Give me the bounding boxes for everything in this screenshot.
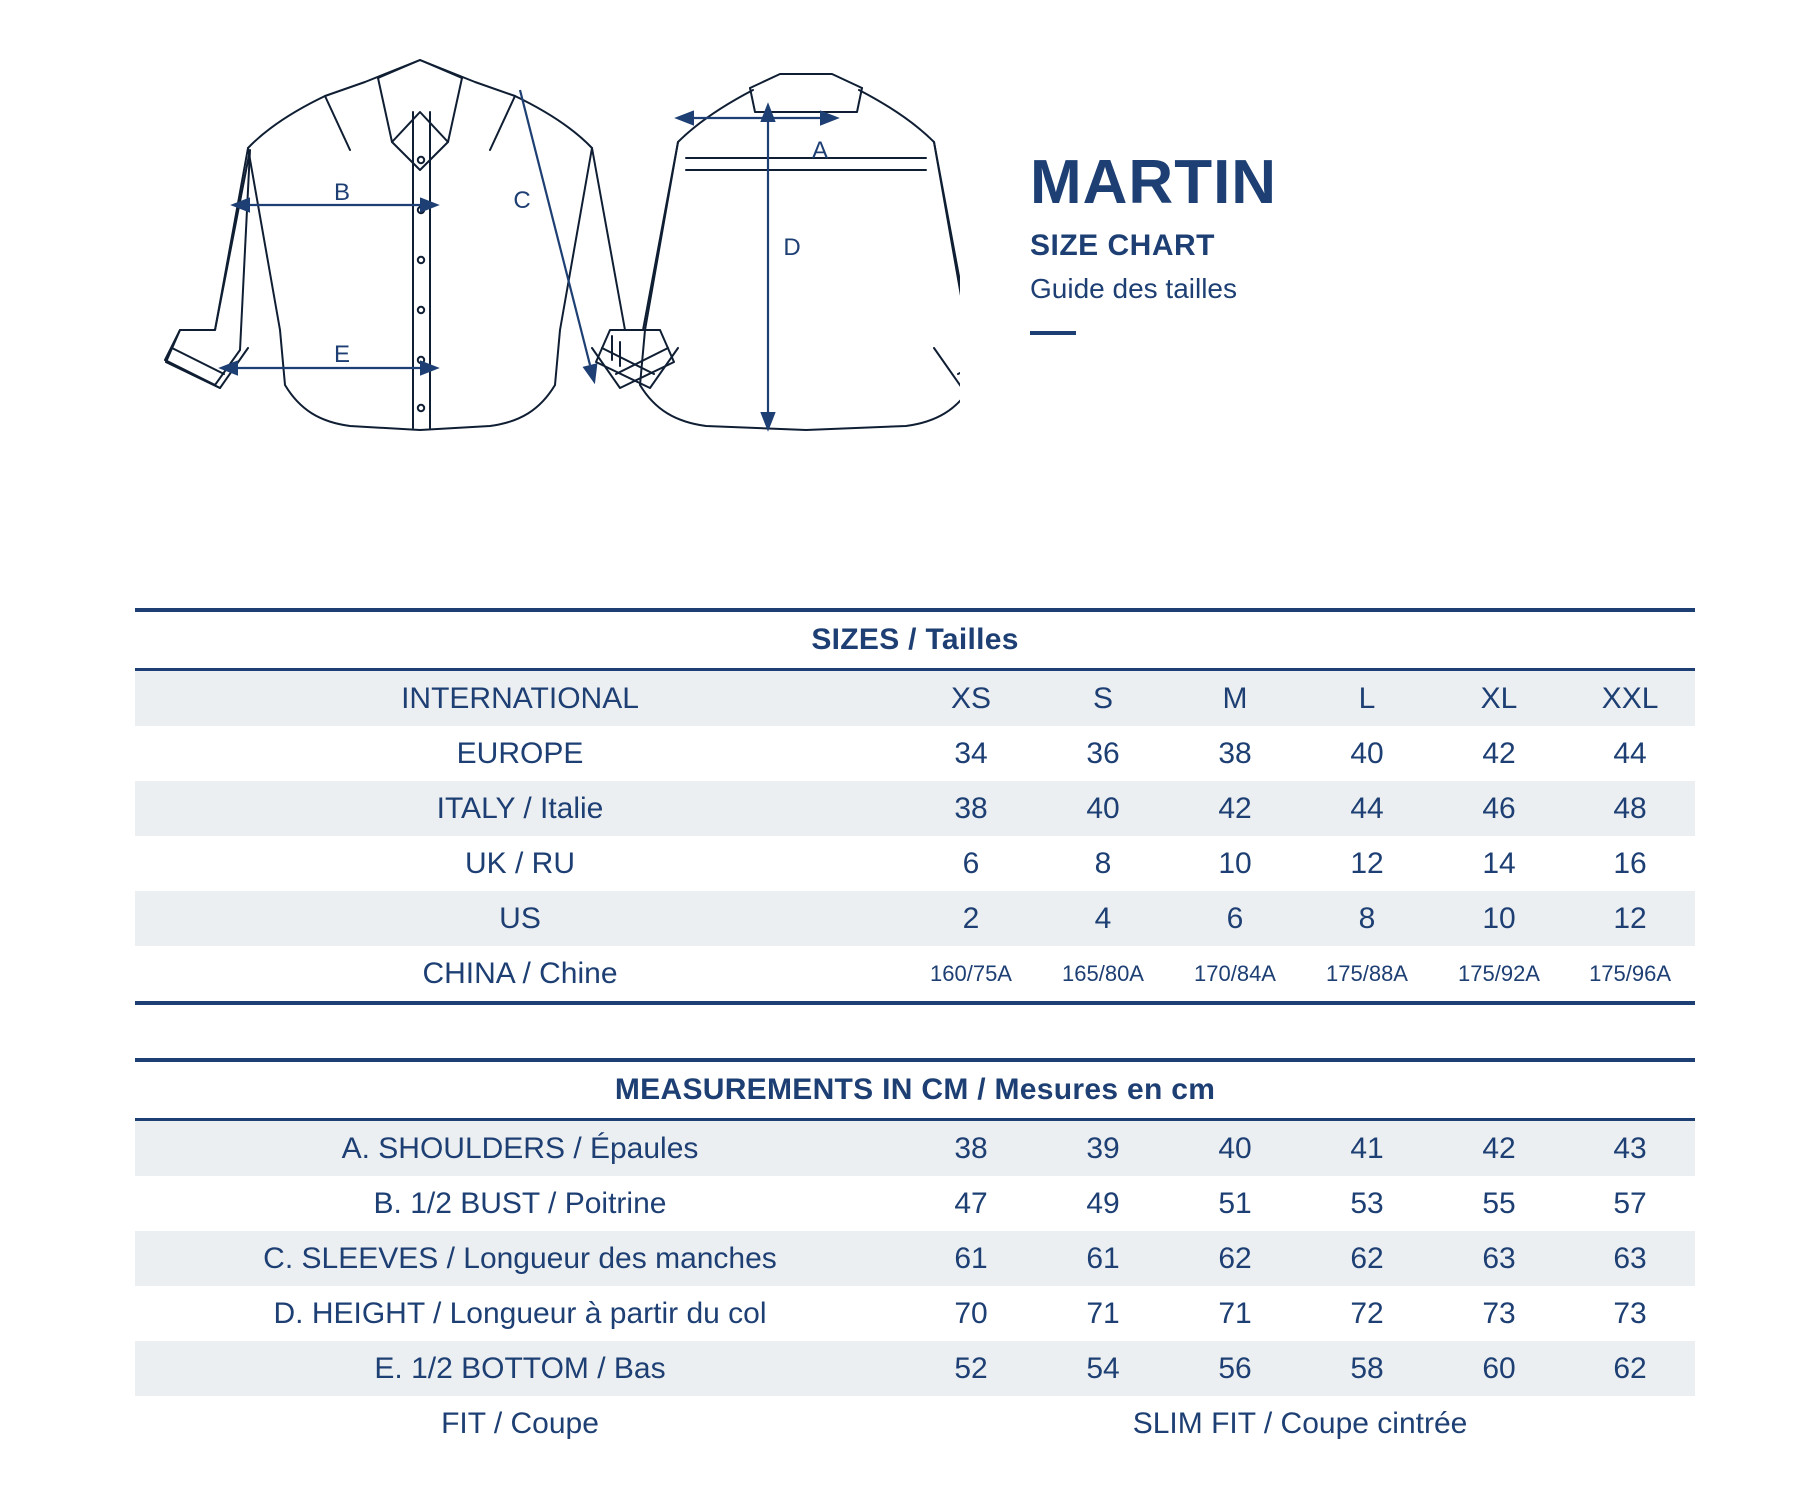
cell-xl: 42 [1482, 736, 1516, 770]
table-row [135, 726, 1695, 781]
label-e: E [333, 341, 351, 368]
sizes-table-container [135, 608, 1695, 1005]
measurements-table [135, 1058, 1695, 1451]
row-label: A. SHOULDERS / Épaules [135, 1120, 905, 1177]
cell-l: 40 [1350, 736, 1384, 770]
cell-m: 51 [1218, 1186, 1252, 1220]
row-label: US [135, 891, 905, 946]
cell-xs: 52 [905, 1341, 1037, 1396]
label-d: D [783, 234, 801, 261]
cell-m: 6 [1169, 891, 1301, 946]
row-label: B. 1/2 BUST / Poitrine [373, 1186, 667, 1220]
cell-l: 41 [1301, 1120, 1433, 1177]
cell-xl: 46 [1433, 781, 1565, 836]
cell-s: 4 [1037, 891, 1169, 946]
table-row [135, 891, 1695, 946]
cell-xxl: 44 [1613, 736, 1647, 770]
cell-xl: 73 [1482, 1296, 1516, 1330]
cell-m: 170/84A [1169, 946, 1301, 1003]
sizes-table-heading-row [135, 610, 1695, 670]
cell-m: 62 [1169, 1231, 1301, 1286]
cell-s: 36 [1086, 736, 1120, 770]
fit-label: FIT / Coupe [441, 1406, 599, 1440]
measurements-table-container [135, 1058, 1695, 1451]
table-row [135, 1286, 1695, 1341]
cell-xxl: 43 [1565, 1120, 1695, 1177]
cell-l: 44 [1301, 781, 1433, 836]
cell-xl: 63 [1433, 1231, 1565, 1286]
row-label: D. HEIGHT / Longueur à partir du col [273, 1296, 767, 1330]
cell-xl: 10 [1433, 891, 1565, 946]
cell-xs: 2 [905, 891, 1037, 946]
cell-s: 165/80A [1037, 946, 1169, 1003]
cell-xxl: 16 [1613, 846, 1647, 880]
cell-xs: 38 [905, 1120, 1037, 1177]
table-row [135, 1176, 1695, 1231]
cell-s: 49 [1086, 1186, 1120, 1220]
cell-xs: 61 [905, 1231, 1037, 1286]
table-row [135, 670, 1695, 727]
header-area [0, 0, 1800, 560]
cell-xs: 6 [962, 846, 980, 880]
cell-s: S [1037, 670, 1169, 727]
cell-l: 58 [1301, 1341, 1433, 1396]
cell-m: 71 [1218, 1296, 1252, 1330]
cell-xl: 60 [1433, 1341, 1565, 1396]
cell-l: 12 [1350, 846, 1384, 880]
cell-m: 38 [1218, 736, 1252, 770]
title-divider [1030, 331, 1076, 335]
cell-s: 39 [1037, 1120, 1169, 1177]
cell-xxl: 48 [1565, 781, 1695, 836]
label-b: B [333, 179, 351, 206]
cell-l: 53 [1350, 1186, 1384, 1220]
cell-xxl: 12 [1565, 891, 1695, 946]
cell-xxl: 57 [1613, 1186, 1647, 1220]
table-row [135, 781, 1695, 836]
sizes-table [135, 608, 1695, 1005]
row-label: UK / RU [464, 846, 575, 880]
measurements-heading: MEASUREMENTS IN CM / Mesures en cm [135, 1060, 1695, 1120]
shirt-technical-drawing [120, 30, 960, 460]
cell-s: 71 [1086, 1296, 1120, 1330]
cell-xxl: 62 [1565, 1341, 1695, 1396]
cell-xs: 34 [954, 736, 988, 770]
cell-xs: 70 [954, 1296, 988, 1330]
table-row [135, 1231, 1695, 1286]
cell-l: 62 [1301, 1231, 1433, 1286]
cell-m: 10 [1218, 846, 1252, 880]
cell-xs: 47 [954, 1186, 988, 1220]
brand-block [1030, 150, 1630, 335]
cell-xs: 160/75A [905, 946, 1037, 1003]
cell-xl: XL [1433, 670, 1565, 727]
chart-title-fr: Guide des tailles [1030, 273, 1238, 305]
row-label: INTERNATIONAL [135, 670, 905, 727]
row-label: C. SLEEVES / Longueur des manches [135, 1231, 905, 1286]
cell-xs: 38 [905, 781, 1037, 836]
cell-s: 40 [1037, 781, 1169, 836]
cell-s: 61 [1037, 1231, 1169, 1286]
cell-m: 56 [1169, 1341, 1301, 1396]
cell-l: 175/88A [1301, 946, 1433, 1003]
cell-xxl: 175/96A [1565, 946, 1695, 1003]
row-label: E. 1/2 BOTTOM / Bas [135, 1341, 905, 1396]
chart-title-en: SIZE CHART [1030, 229, 1215, 263]
fit-row [135, 1396, 1695, 1451]
table-row [135, 946, 1695, 1003]
row-label: CHINA / Chine [135, 946, 905, 1003]
table-row [135, 1120, 1695, 1177]
cell-xs: XS [905, 670, 1037, 727]
brand-title: MARTIN [1030, 148, 1278, 217]
cell-xxl: XXL [1565, 670, 1695, 727]
cell-l: L [1301, 670, 1433, 727]
cell-m: 42 [1169, 781, 1301, 836]
label-a: A [811, 137, 829, 164]
cell-s: 8 [1094, 846, 1112, 880]
cell-m: M [1169, 670, 1301, 727]
table-row [135, 1341, 1695, 1396]
row-label: ITALY / Italie [135, 781, 905, 836]
fit-value: SLIM FIT / Coupe cintrée [1132, 1406, 1468, 1440]
cell-xl: 175/92A [1433, 946, 1565, 1003]
sizes-table-heading: SIZES / Tailles [135, 610, 1695, 670]
row-label: EUROPE [456, 736, 584, 770]
label-c: C [513, 187, 531, 214]
cell-xxl: 73 [1613, 1296, 1647, 1330]
cell-l: 8 [1301, 891, 1433, 946]
table-row [135, 836, 1695, 891]
cell-xl: 42 [1433, 1120, 1565, 1177]
cell-m: 40 [1169, 1120, 1301, 1177]
cell-s: 54 [1037, 1341, 1169, 1396]
cell-xl: 55 [1482, 1186, 1516, 1220]
cell-xxl: 63 [1565, 1231, 1695, 1286]
measurements-heading-row [135, 1060, 1695, 1120]
cell-l: 72 [1350, 1296, 1384, 1330]
cell-xl: 14 [1482, 846, 1516, 880]
